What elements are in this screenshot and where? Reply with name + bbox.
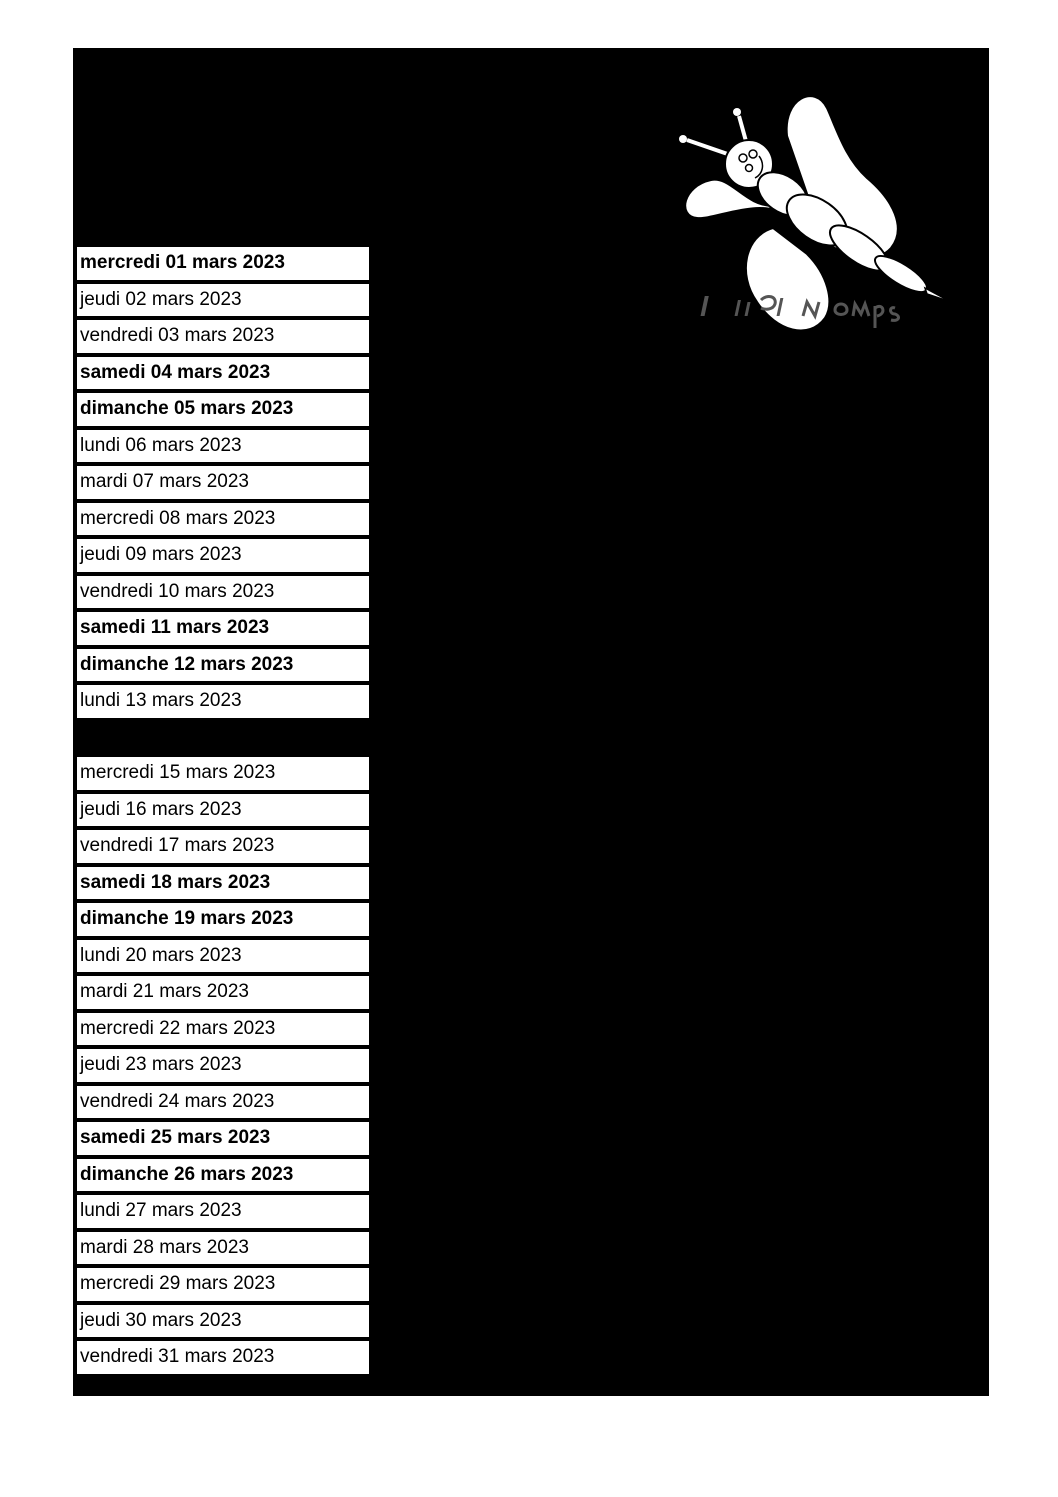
date-row: vendredi 17 mars 2023 (77, 828, 369, 865)
date-row: dimanche 26 mars 2023 (77, 1157, 369, 1194)
date-row: mardi 07 mars 2023 (77, 464, 369, 501)
date-row: mercredi 22 mars 2023 (77, 1011, 369, 1048)
date-row: dimanche 19 mars 2023 (77, 901, 369, 938)
date-row: mercredi 08 mars 2023 (77, 501, 369, 538)
date-row: vendredi 03 mars 2023 (77, 318, 369, 355)
date-row: mardi 28 mars 2023 (77, 1230, 369, 1267)
dates-list-1 (77, 245, 369, 720)
date-row: mercredi 15 mars 2023 (77, 755, 369, 792)
date-row: samedi 04 mars 2023 (77, 355, 369, 392)
date-row: jeudi 30 mars 2023 (77, 1303, 369, 1340)
butterfly-icon (675, 88, 965, 348)
date-row: samedi 25 mars 2023 (77, 1120, 369, 1157)
date-row: mardi 21 mars 2023 (77, 974, 369, 1011)
calendar-sheet (73, 48, 989, 1396)
date-row: jeudi 09 mars 2023 (77, 537, 369, 574)
date-row: samedi 18 mars 2023 (77, 865, 369, 902)
date-row: vendredi 10 mars 2023 (77, 574, 369, 611)
date-row: lundi 20 mars 2023 (77, 938, 369, 975)
date-row: lundi 27 mars 2023 (77, 1193, 369, 1230)
date-row: dimanche 05 mars 2023 (77, 391, 369, 428)
date-row: vendredi 31 mars 2023 (77, 1339, 369, 1376)
date-row: mercredi 29 mars 2023 (77, 1266, 369, 1303)
date-row: samedi 11 mars 2023 (77, 610, 369, 647)
date-row: jeudi 23 mars 2023 (77, 1047, 369, 1084)
date-row: dimanche 12 mars 2023 (77, 647, 369, 684)
date-row: vendredi 24 mars 2023 (77, 1084, 369, 1121)
date-row: lundi 13 mars 2023 (77, 683, 369, 720)
date-row: lundi 06 mars 2023 (77, 428, 369, 465)
dates-list-2 (77, 755, 369, 1376)
date-row: jeudi 16 mars 2023 (77, 792, 369, 829)
butterfly-illustration (675, 88, 965, 348)
date-row: mercredi 01 mars 2023 (77, 245, 369, 282)
date-row: jeudi 02 mars 2023 (77, 282, 369, 319)
